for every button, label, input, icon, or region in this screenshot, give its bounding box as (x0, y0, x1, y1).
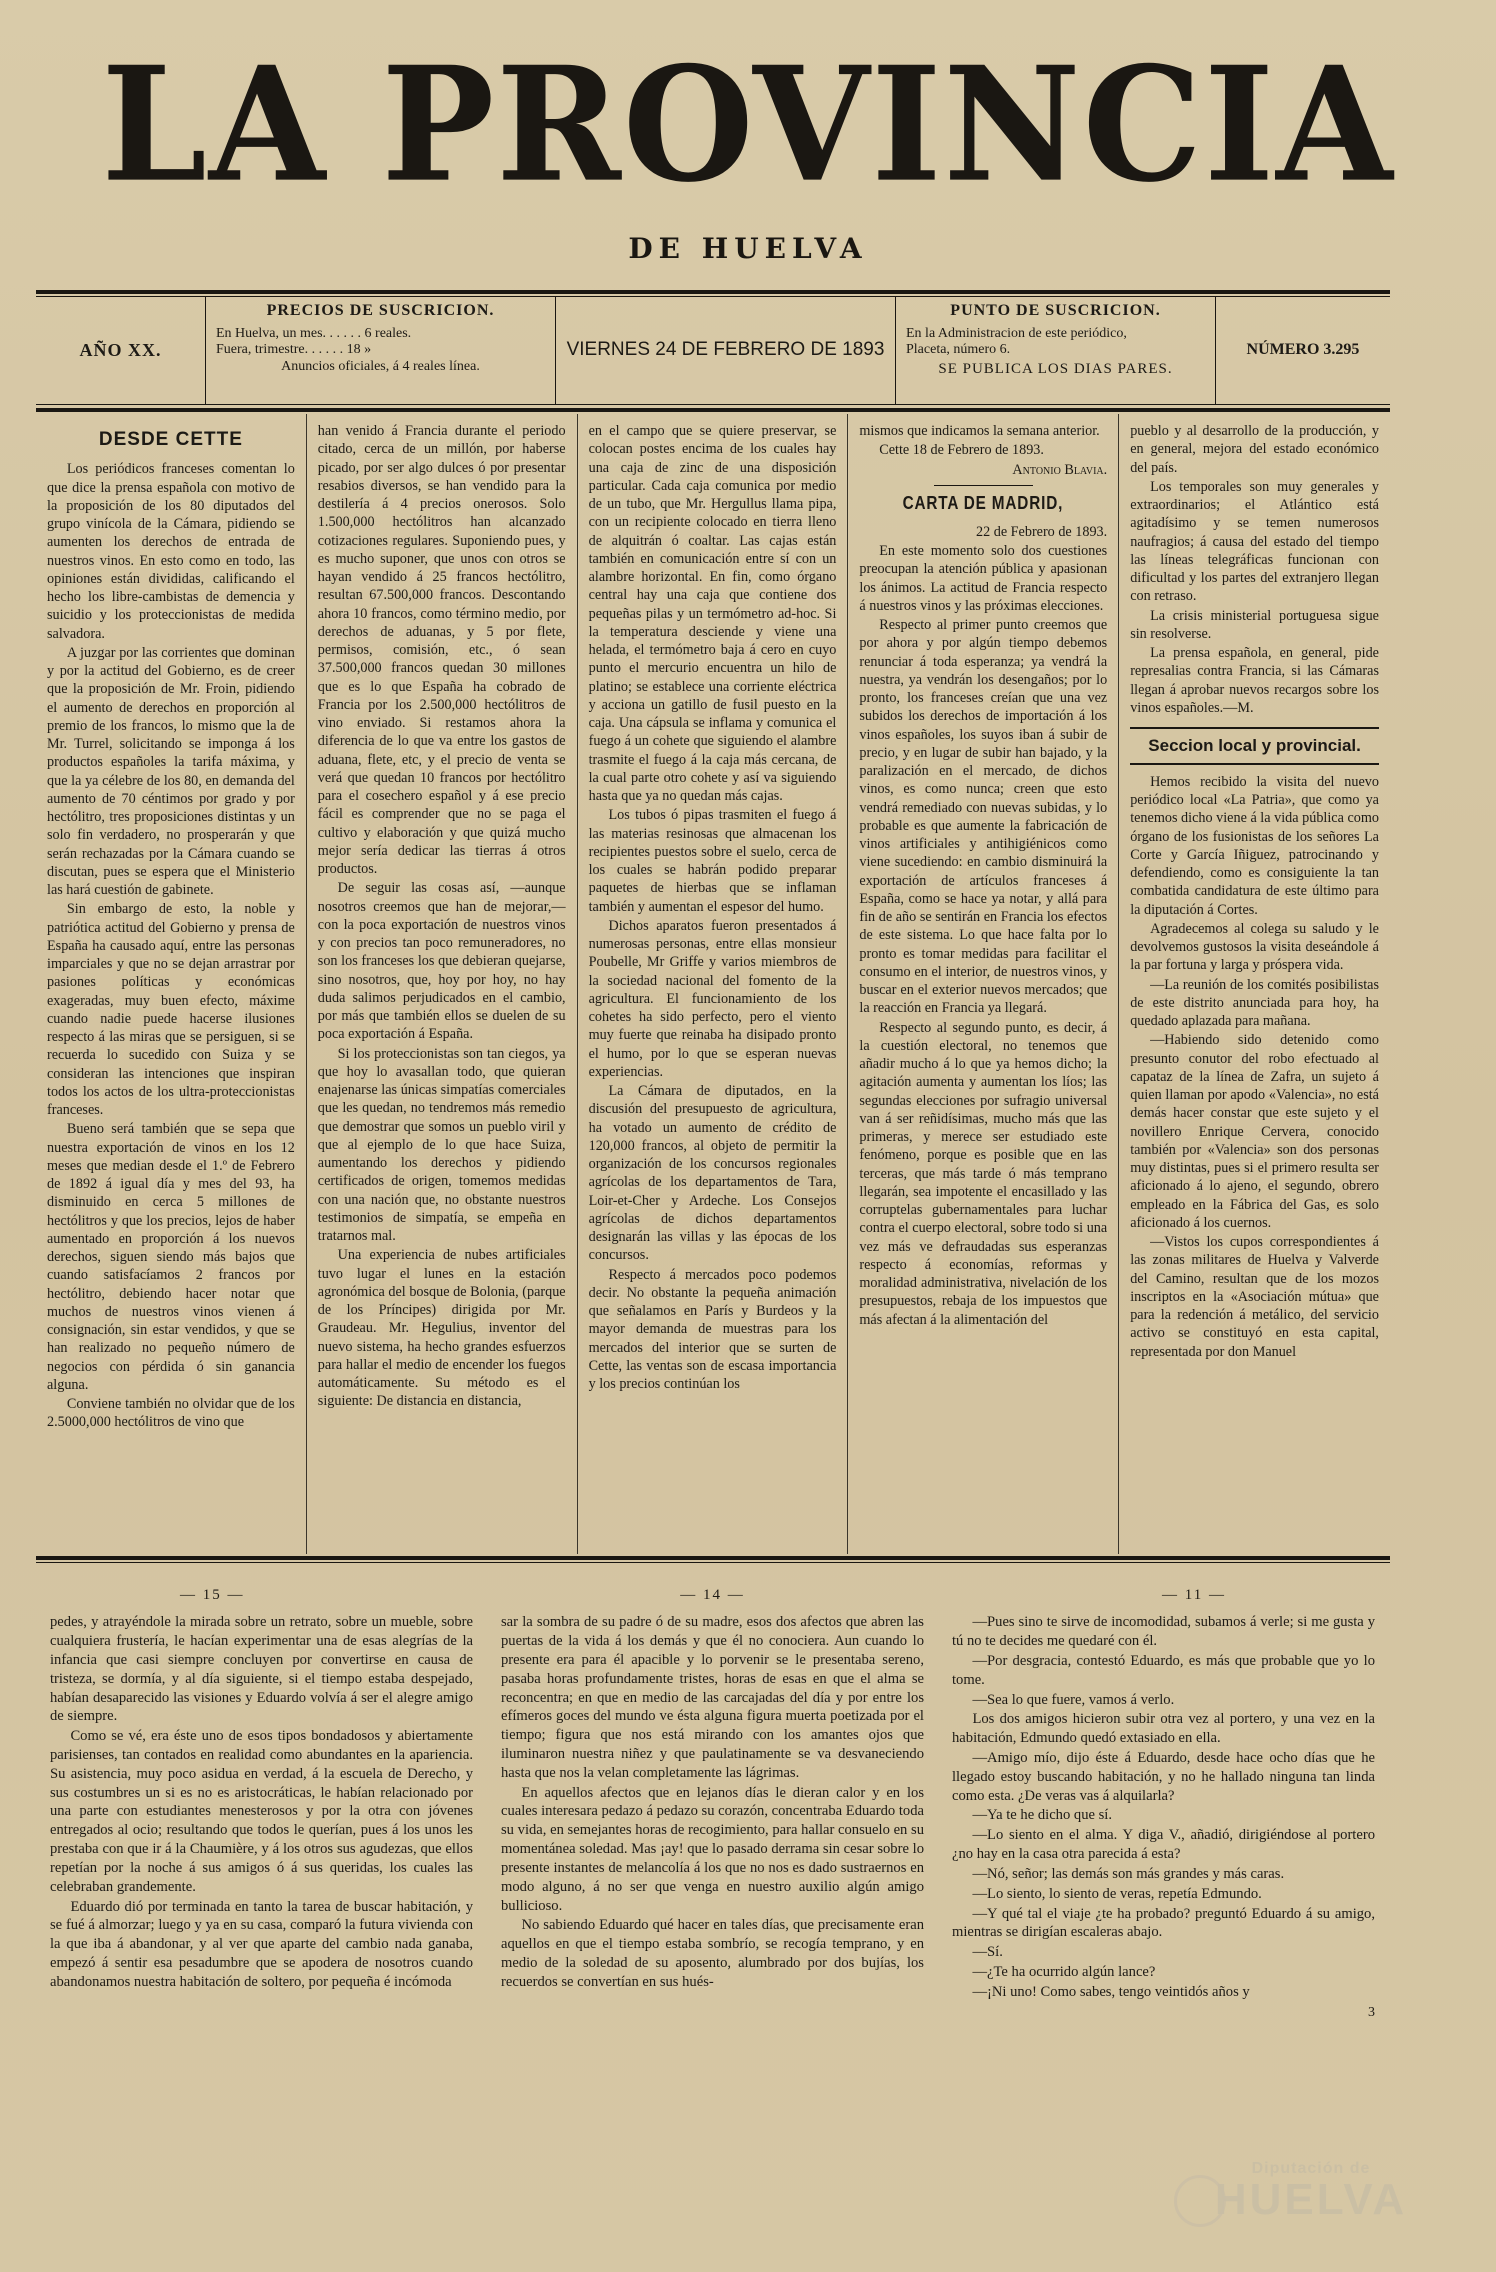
paragraph: En este momento solo dos cuestiones preocupan la atención pública y apasionan los ánimos. La actitud de Francia respecto á nuestros vinos y las próximas elecciones. (859, 543, 1108, 614)
column-1 (36, 414, 307, 1554)
price-line: Anuncios oficiales, á 4 reales línea. (281, 358, 480, 374)
archive-watermark (1196, 2160, 1426, 2240)
paragraph: —La reunión de los comités posibilistas de este distrito anunciada para hoy, ha quedado aplazada para mañana. (1130, 976, 1379, 1030)
masthead-subtitle: DE HUELVA (628, 232, 868, 265)
sheet-number: 3 (1368, 2004, 1375, 2020)
article-heading: CARTA DE MADRID, (902, 492, 1064, 513)
masthead-title: LA PROVINCIA (101, 32, 1395, 218)
paragraph: Respecto á mercados poco podemos decir. No obstante la pequeña animación que señalamos en París y Burdeos y la mayor demanda de muestras para los mercados del interior que se surten de Cette, las ventas son de escasa importancia y los precios continúan los (588, 1266, 837, 1392)
issue-date: VIERNES 24 DE FEBRERO DE 1893 (556, 296, 896, 404)
paragraph: Agradecemos al colega su saludo y le devolvemos gustosos la visita deseándole á la par fortuna y larga y próspera vida. (1130, 920, 1379, 974)
header-rule-bottom-thin (36, 404, 1390, 405)
paragraph: —Por desgracia, contestó Eduardo, es más que probable que yo lo tome. (952, 1652, 1375, 1688)
dateline: Cette 18 de Febrero de 1893. (879, 442, 1044, 459)
info-bar (36, 296, 1390, 404)
prices-title: PRECIOS DE SUSCRICION. (266, 302, 495, 319)
main-columns (36, 414, 1390, 1554)
paragraph: Los temporales son muy generales y extraordinarios; el Atlántico está agitadísimo y se temen numerosos naufragios; á causa del estado del tiempo las líneas telegráficas funcionan con dificultad y los partes del extranjero llegan con retraso. (1130, 478, 1379, 605)
paragraph: Sin embargo de esto, la noble y patriótica actitud del Gobierno y prensa de España ha causado aquí, entre las personas imparciales y que no se dejan arrastrar por pasiones políticas y económicas exageradas, muy buen efecto, máxime cuando nadie puede hacerse ilusiones respecto á las miras que se persiguen, si se recuerda lo sucedido con Suiza y se consideran las intenciones que inspiran todos los actos de los ultra-proteccionistas franceses. (47, 901, 295, 1119)
paragraph: —¿Te ha ocurrido algún lance? (972, 1963, 1156, 1980)
serial-page-number: — 14 — (680, 1587, 745, 1603)
paragraph: La crisis ministerial portuguesa sigue sin resolverse. (1130, 607, 1379, 642)
article-heading: DESDE CETTE (98, 429, 243, 450)
paragraph: Conviene también no olvidar que de los 2.5000,000 hectólitros de vino que (47, 1396, 295, 1431)
column-4 (848, 414, 1119, 1554)
paragraph: —Sí. (972, 1944, 1003, 1961)
punto-line: Placeta, número 6. (906, 342, 1011, 358)
paragraph: Respecto al primer punto creemos que por ahora y por algún tiempo debemos renunciar á toda esperanza; ya vendrá la nuestra, ya vendrán los desengaños; por lo pronto, los franceses creían que una vez subidos los derechos de importación á los vinos españoles, los suyos iban á subir de precio, y en lugar de subir han bajado, y la paralización en el mercado, de dichos vinos, es como nunca; creen que esto vendrá remediado con nuevas subidas, y lo probable es que aumente la fabricación de vinos artificiales y antihigiénicos como viene sucediendo: en cambio disminuirá la exportación de artículos franceses á España, como se hace ya notar, y allá para fin de año se sentirán en Francia los efectos de este sistema. Lo que hace falta por lo pronto es tomar medidas para facilitar el consumo en el interior, de nuestros vinos, y buscar en el exterior nuevos mercados; que la reacción en Francia ya llegará. (859, 617, 1108, 1017)
column-3 (578, 414, 849, 1554)
paragraph: —Lo siento, lo siento de veras, repetía Edmundo. (972, 1885, 1262, 1902)
dateline: 22 de Febrero de 1893. (975, 523, 1108, 540)
paragraph: —Ya te he dicho que sí. (972, 1807, 1113, 1824)
paragraph: Respecto al segundo punto, es decir, á la cuestión electoral, no tenemos que añadir mucho á lo que ya hemos dicho; la agitación aumenta y aumentan los líos; las segundas elecciones por sufragio universal van á ser reñidísimas, mucho más que las primeras, y merece ser estudiado este fenómeno, porque es posible que en las terceras, que más tarde ó más temprano llegarán, sea impotente el encasillado y las corruptelas gubernamentales para luchar contra el cuerpo electoral, sobre todo si una vez más ve defraudadas sus esperanzas respecto á economías, reformas y moralidad administrativa, nivelación de los presupuestos, rebaja de los impuestos que más afectan á la alimentación del (859, 1019, 1108, 1328)
paragraph: —Nó, señor; las demás son más grandes y más caras. (972, 1865, 1285, 1882)
issue-number: NÚMERO 3.295 (1246, 340, 1360, 358)
watermark-top: Diputación de (1251, 2160, 1371, 2177)
paragraph: —Lo siento en el alma. Y diga V., añadió, dirigiéndose al portero ¿no hay en la casa otra parecida á esta? (952, 1827, 1375, 1863)
paragraph: Eduardo dió por terminada en tanto la tarea de buscar habitación, y se fué á almorzar; luego y ya en su casa, comparó la futura vivienda con la que iba á abandonar, y al ver que aparte del cambio nada ganaba, empezó á sentir esa pesadumbre que se apodera de nosotros cuando abandonamos nuestra habitación de soltero, por pequeña é incómoda (50, 1898, 473, 1990)
paragraph: La prensa española, en general, pide represalias contra Francia, si las Cámaras llegan á aprobar nuevos recargos sobre los vinos españoles.—M. (1130, 645, 1379, 716)
paragraph: Hemos recibido la visita del nuevo periódico local «La Patria», que como ya tenemos dicho viene á la vida pública como órgano de los fusionistas de los señores La Corte y García Iñiguez, patrocinando y defendiendo, como es consiguiente la tan combatida candidatura de este último para la diputación á Cortes. (1130, 773, 1379, 918)
paragraph: Los tubos ó pipas trasmiten el fuego á las materias resinosas que almacenan los recipientes puestos sobre el suelo, cerca de los cuales se habrán podido preparar paquetes de hierbas que se inflaman también y aumentan el espesor del humo. (588, 807, 837, 915)
serial-column-1 (36, 1580, 487, 2240)
paragraph: mismos que indicamos la semana anterior. (859, 423, 1100, 439)
serial-page-number: — 15 — (180, 1587, 245, 1603)
paragraph: —Y qué tal el viaje ¿te ha probado? preguntó Eduardo á su amigo, mientras se dirigían escaleras abajo. (952, 1905, 1375, 1941)
paragraph: Una experiencia de nubes artificiales tuvo lugar el lunes en la estación agronómica del bosque de Bolonia, (parque de los Príncipes) dirigida por Mr. Graudeau. Mr. Hegulius, inventor del nuevo sistema, ha hecho grandes esfuerzos para hallar el medio de encender los fuegos automáticamente. Su método es el siguiente: De distancia en distancia, (317, 1247, 566, 1410)
serial-page-number: — 11 — (1162, 1587, 1226, 1603)
paragraph: —Vistos los cupos correspondientes á las zonas militares de Huelva y Valverde del Camino, resultan que de los mozos inscriptos en la «Asociación mútua» que para la redención á metálico, del servicio activo se constituyó en esta capital, representada por don Manuel (1130, 1234, 1379, 1360)
header-rule-bottom (36, 408, 1390, 412)
subscription-point-box (896, 296, 1216, 404)
folletin-rule (36, 1556, 1390, 1560)
paragraph: Si los proteccionistas son tan ciegos, ya que hoy lo avasallan todo, que quieran enajenarse las únicas simpatías comerciales que les quedan, no tendremos más remedio que demostrar que somos un pueblo viril y que al ejemplo de lo que hace Suiza, aumentando los derechos y pidiendo certificados de origen, tomemos medidas con una nación que, no obstante nuestros testimonios de simpatía, se empeña en tratarnos mal. (317, 1045, 566, 1244)
paragraph: La Cámara de diputados, en la discusión del presupuesto de agricultura, ha votado un aumento de crédito de 120,000 francos, al objeto de permitir la organización de los concursos regionales agrícolas de los departamentos de Tara, Loir-et-Cher y Ardeche. Los Consejos agrícolas de dichos departamentos designarán las villas y las épocas de los concursos. (588, 1083, 837, 1264)
folletin-rule-thin (36, 1562, 1390, 1563)
price-line: Fuera, trimestre. . . . . . 18 » (216, 342, 372, 358)
paragraph: sar la sombra de su padre ó de su madre, esos dos afectos que abren las puertas de la vida á los demás y que él no conociera. Aun cuando lo presente era para él apacible y lo porvenir se le presentaba sereno, pasaba horas profundamente tristes, horas de esas en que el alma se reconcentra; en que en medio de las carcajadas del día y por entre los efímeros goces del mundo ve ésta alguna figura muerta poetizada por el tiempo; figura que nos está mirando con los amantes ojos que iluminaron nuestra niñez y que paulatinamente se va desvaneciendo hasta que nos la velan completamente las lágrimas. (501, 1614, 924, 1781)
subscription-prices-box (206, 296, 556, 404)
section-heading: Seccion local y provincial. (1130, 727, 1379, 765)
serial-column-3 (938, 1580, 1389, 2240)
paragraph: No sabiendo Eduardo qué hacer en tales días, que precisamente eran aquellos en que el tiempo estaba sombrío, se recogía temprano, y en medio de la soledad de su aposento, alumbrado por dos bujías, los recuerdos se convertían en sus hués- (501, 1917, 924, 1990)
paragraph: Dichos aparatos fueron presentados á numerosas personas, entre ellas monsieur Poubelle, Mr Griffe y varios miembros de la sociedad nacional del fomento de la agricultura. El funcionamiento de los cohetes ha sido perfecto, pero el viento muy fuerte que reinaba ha disipado pronto el humo, por lo que se esperan nuevas experiencias. (588, 917, 837, 1080)
paragraph: Bueno será también que se sepa que nuestra exportación de vinos en los 12 meses que median desde el 1.º de Febrero de 1892 á igual día y mes del 93, ha disminuido en cerca 5 millones de hectólitros y que los precios, lejos de haber aumentado en proporción á los nuevos derechos, siguen siendo más bajos que cuando satisfacíamos 2 francos por hectólitro, debiendo hacer notar que muchos de nuestros vinos vienen á consignación, sin estar vendidos, y que se han realizado no pequeño número de negocios con pérdida ó sin ganancia alguna. (47, 1121, 295, 1393)
header-rule-top (36, 290, 1390, 294)
price-line: En Huelva, un mes. . . . . . 6 reales. (216, 326, 412, 342)
paragraph: A juzgar por las corrientes que dominan y por la actitud del Gobierno, es de creer que la proposición de Mr. Froin, pidiendo el aumento de derechos en proporción al premio de los francos, lo mismo que la de Mr. Turrel, solicitando se imponga á los productos españoles la tarifa máxima, y que la ya célebre de los 80, en demanda del aumento de 70 céntimos por grado y por hectólitro, tres proposiciones distintas y un solo fin verdadero, no prosperarán y que serán rechazadas por la Cámara cuando se discutan, pues se espera que el Ministerio las hará cuestión de gabinete. (47, 644, 295, 899)
paragraph: Los dos amigos hicieron subir otra vez al portero, y una vez en la habitación, Edmundo quedó extasiado en ella. (952, 1711, 1375, 1747)
publication-days: SE PUBLICA LOS DIAS PARES. (938, 360, 1173, 377)
column-2 (307, 414, 578, 1554)
divider (934, 485, 1033, 486)
paragraph: han venido á Francia durante el periodo citado, cerca de un millón, por haberse picado, por ser algo dulces ó por presentar resabios diversos, se han vendido para la destilería á 4 precios onerosos. Solo 1.500,000 hectólitros han alcanzado cotizaciones regulares. Suponiendo pues, y es mucho suponer, que unos con otros se hayan vendido á 25 francos hectólitro, resultan 67.500,000 francos. Descontando ahora 10 francos, como término medio, por derechos de aduanas, y 5 por flete, permisos, comisión, etc., ó sean 37.500,000 francos quedan 30 millones que es lo que España ha cobrado de Francia por los 2.500,000 hectólitros de vino enviado. Si restamos ahora la diferencia de lo que va entre los gastos de aduana, flete, etc, y el precio de venta se verá que quedan 10 francos por hectólitro para el cosechero español y á ese precio fácil es comprender que no se paga el cultivo y elaboración y que quizá mucho mejor sería dedicar las tierras á otros productos. (317, 423, 566, 877)
paragraph: —¡Ni uno! Como sabes, tengo veintidós años y (972, 1983, 1250, 2000)
serial-column-2 (487, 1580, 938, 2240)
paragraph: Como se vé, era éste uno de esos tipos bondadosos y abiertamente parisienses, tan contados en realidad como abundantes en la apariencia. Su asistencia, muy poco asidua en verdad, á la escuela de Derecho, y sus costumbres un si es no es aristocráticas, le habían relacionado por una parte con estudiantes menesterosos y por la otra con jóvenes entregados al ocio; resultando que todos le querían, pues á los unos les prestaba con que ir á la Chaumière, y á los otros sus agudezas, que ellos repetían por la noche á sus amigos ó á sus queridas, los cuales las celebraban grandemente. (50, 1728, 473, 1895)
paragraph: —Amigo mío, dijo éste á Eduardo, desde hace ocho días que he llegado estoy buscando habitación, y no he hallado ninguna tan linda como esta. ¿De veras vas á alquilarla? (952, 1750, 1375, 1804)
column-5 (1119, 414, 1390, 1554)
paragraph: pedes, y atrayéndole la mirada sobre un retrato, sobre un mueble, sobre cualquiera frustería, le hacían experimentar una de esas alegrías de la infancia que casi siempre concluyen por convertirse en causa de tristeza, se dormía, y al día siguiente, si el tiempo estaba despejado, habían desaparecido las visiones y Eduardo volvía á ser el alegre amigo de siempre. (50, 1614, 473, 1725)
paragraph: —Pues sino te sirve de incomodidad, subamos á verle; si me gusta y tú no te decides me quedaré con él. (952, 1614, 1375, 1650)
paragraph: —Habiendo sido detenido como presunto conutor del robo efectuado al capataz de la línea de Zafra, un sujeto á quien llaman por apodo «Valencia», no está demás hacer constar que este sujeto y el novillero Enrique Cervera, conocido también por «Valencia» son dos personas muy distintas, pues si el primero resulta ser aficionado á lo ajeno, el segundo, obrero empleado en la Fábrica del Gas, es solo aficionado á los cuernos. (1130, 1032, 1379, 1231)
serial-section (36, 1580, 1390, 2240)
punto-line: En la Administracion de este periódico, (906, 326, 1127, 342)
paragraph: en el campo que se quiere preservar, se colocan postes encima de los cuales hay una caja de zinc de una disposición particular. Cada caja comunica por medio de un tubo, que Mr. Hergullus llama pipa, con un recipiente colocado en tierra lleno de alquitrán ó coaltar. Las cajas están también en comunicación entre sí con un alambre horizontal. En fin, como órgano central hay una caja que contiene dos pequeñas pilas y un termómetro ad-hoc. Si la temperatura desciende y viene una helada, el termómetro baja á cero en cuyo punto el mercurio encuentra un hilo de platino; se establece una corriente eléctrica y acciona un gatillo de fusil puesto en la caja. Una cápsula se inflama y comunica el fuego á un cohete que siguiendo el alambre trasmite el fuego á la caja más cercana, de la cual parte otro cohete y así va siguiendo hasta que ya no quedan más cajas. (588, 423, 837, 804)
paragraph: Los periódicos franceses comentan lo que dice la prensa española con motivo de la proposición de los 80 diputados del grupo vinícola de la Cámara, pidiendo se aumenten los derechos de entrada de nuestros vinos. En esto como en todo, las opiniones están divididas, calificando el hecho los libre-cambistas de demencia y suicidio y los proteccionistas de medida salvadora. (47, 461, 295, 642)
signature: Antonio Blavia. (1012, 461, 1108, 478)
year-label: AÑO XX. (36, 296, 206, 404)
paragraph: pueblo y al desarrollo de la producción, y en general, mejora del estado económico del país. (1130, 423, 1379, 476)
paragraph: En aquellos afectos que en lejanos días le dieran calor y en los cuales interesara pedazo á pedazo su corazón, concentraba Eduardo toda su vida, en semejantes horas de recogimiento, para hallar consuelo en su momentánea soledad. Mas ¡ay! que lo pasado derrama sin cesar sobre lo presente instantes de melancolía á los que no nos es dado sustraernos en modo alguno, á no ser que venga en nuestro auxilio algún amigo bullicioso. (501, 1784, 924, 1914)
paragraph: De seguir las cosas así, —aunque nosotros creemos que han de mejorar,— con la poca exportación de nuestros vinos y con precios tan poco remuneradores, no son los franceses los que debieran quejarse, sino nosotros, que, hoy por hoy, no hay duda salimos perjudicados en el cambio, por más que también ellos se duelen de su poca exportación á España. (317, 880, 566, 1043)
punto-title: PUNTO DE SUSCRICION. (950, 302, 1161, 319)
paragraph: —Sea lo que fuere, vamos á verlo. (972, 1691, 1175, 1708)
watermark-main: HUELVA (1214, 2175, 1408, 2224)
